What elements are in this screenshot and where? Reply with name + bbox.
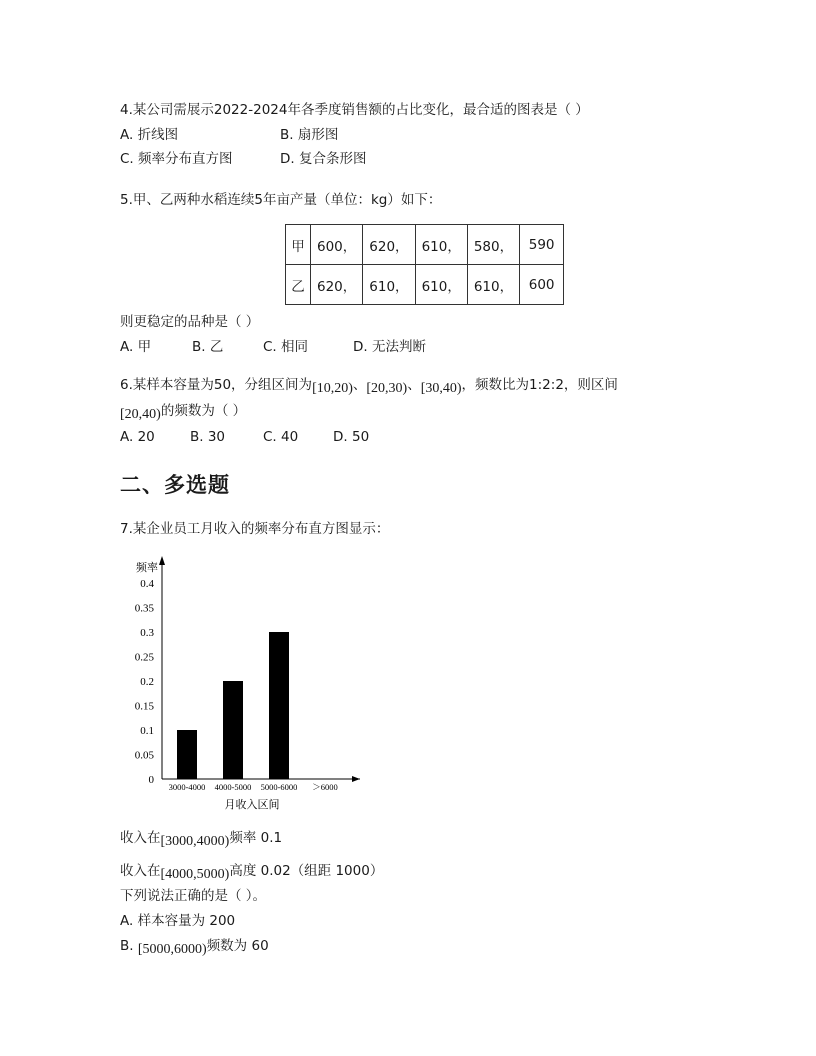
interval-math: [4000,5000) [160,867,230,882]
q5-option-a: A. 甲 [120,339,152,355]
interval-math: [20,40) [120,407,161,422]
yield-row-jia [286,225,564,265]
q6-option-d: D. 50 [333,429,370,445]
interval-math: [10,20) [312,381,353,396]
row-name: 乙 [286,265,311,305]
q5-option-d: D. 无法判断 [353,339,426,355]
x-axis-label: 月收入区间 [224,799,280,811]
q6-stem-line2 [120,402,246,421]
q7-question: 下列说法正确的是（ ）。 [120,888,267,904]
histogram-bar [269,632,289,779]
q6-option-a: A. 20 [120,429,155,445]
interval-math: [20,30) [366,381,408,396]
interval-math: [3000,4000) [160,834,230,849]
y-tick-label: 0.4 [140,578,154,590]
table-cell: 620， [363,225,415,265]
q7-line1-a: 收入在 [120,830,161,846]
y-axis-arrow [159,556,165,565]
q7-option-b [120,937,269,956]
x-axis-arrow [352,776,360,782]
chart-bars [177,632,289,779]
x-tick-label: 3000-4000 [168,782,206,792]
q7-line1-b: 频率 0.1 [229,830,283,846]
table-cell: 590 [520,225,564,265]
q6-option-b: B. 30 [190,429,226,445]
table-cell: 610， [363,265,415,305]
y-tick-label: 0.15 [134,700,154,713]
x-axis-ticks [169,782,338,792]
q4-stem: 4.某公司需展示2022-2024年各季度销售额的占比变化，最合适的图表是（ ） [120,102,589,118]
y-tick-label: 0.25 [134,651,154,664]
q6-stem-line1 [120,376,618,395]
q4-option-a: A. 折线图 [120,127,179,143]
x-tick-label: ＞6000 [312,782,338,792]
q4-option-b: B. 扇形图 [280,127,339,143]
y-axis-label: 频率 [136,562,158,574]
q6-stem-c: 的频数为（ ） [160,403,247,419]
q4-option-c: C. 频率分布直方图 [120,151,233,167]
y-tick-label: 0.3 [140,627,154,639]
q7-stem: 7.某企业员工月收入的频率分布直方图显示： [120,521,390,537]
table-cell: 600， [311,225,363,265]
interval-math: [5000,6000) [137,942,207,957]
q7-option-b-text: 频数为 60 [206,938,269,954]
yield-row-yi [286,265,564,305]
row-name: 甲 [286,225,311,265]
q6-stem-b: ，频数比为1:2:2，则区间 [461,377,618,393]
separator: 、 [407,377,421,393]
q7-line2-a: 收入在 [120,863,161,879]
q7-line2-b: 高度 0.02（组距 1000） [229,863,384,879]
y-tick-label: 0 [148,774,154,786]
table-cell: 610， [415,265,467,305]
q5-option-c: C. 相同 [263,339,309,355]
y-tick-label: 0.1 [140,725,154,737]
y-tick-label: 0.05 [134,749,154,762]
histogram-bar [177,730,197,779]
separator: 、 [352,377,367,393]
frequency-histogram [120,553,380,813]
q5-question: 则更稳定的品种是（ ） [120,314,260,330]
y-axis-ticks [135,578,155,786]
table-cell: 580， [467,225,519,265]
q7-line2 [120,862,383,881]
interval-math: [30,40) [420,381,462,396]
q5-stem: 5.甲、乙两种水稻连续5年亩产量（单位：kg）如下： [120,192,442,208]
y-tick-label: 0.2 [140,676,154,688]
q5-option-b: B. 乙 [192,339,224,355]
table-cell: 600 [520,265,564,305]
histogram-bar [223,681,243,779]
x-tick-label: 5000-6000 [260,782,298,792]
q4-option-d: D. 复合条形图 [280,151,367,167]
table-cell: 620， [311,265,363,305]
q6-stem-a: 6.某样本容量为50，分组区间为 [120,377,313,393]
option-label: B. [120,938,134,954]
q6-option-c: C. 40 [263,429,299,445]
yield-table [285,224,564,305]
q7-option-a: A. 样本容量为 200 [120,913,236,929]
section-heading: 二、多选题 [120,473,230,497]
x-tick-label: 4000-5000 [214,782,252,792]
table-cell: 610， [467,265,519,305]
q7-line1 [120,829,282,848]
y-tick-label: 0.35 [134,602,154,615]
table-cell: 610， [415,225,467,265]
